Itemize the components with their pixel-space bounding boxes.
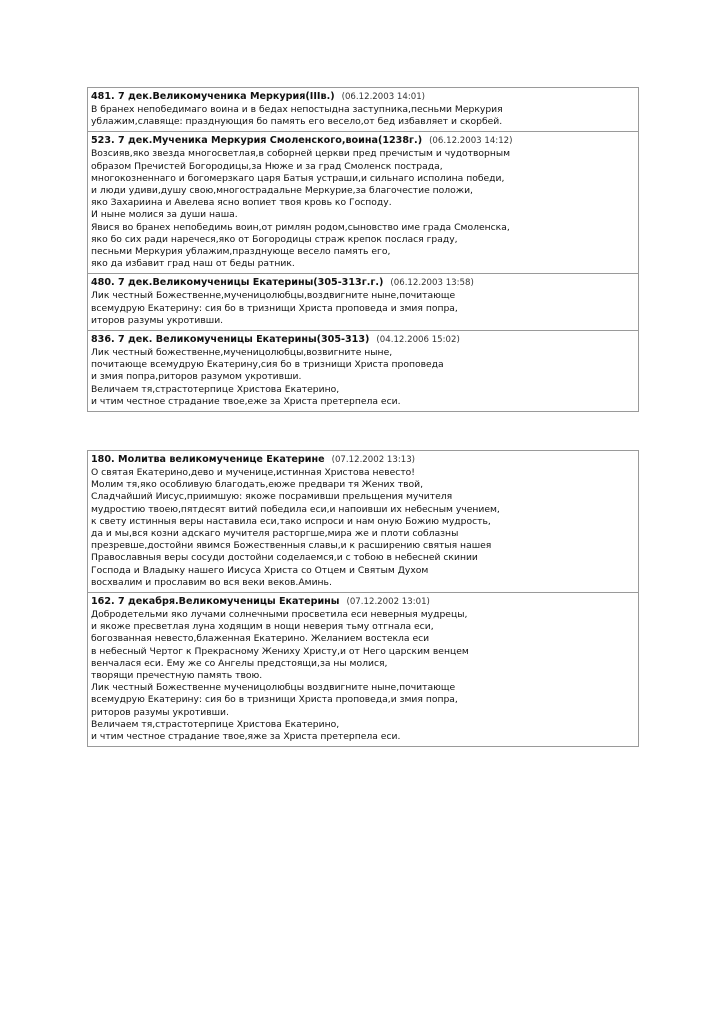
entry-523 <box>88 132 638 274</box>
entry-text-line: ублажим,славяще: празднующия бо память его весело,от бед избавляет и скорбей. <box>91 116 503 128</box>
entry-480 <box>88 274 638 331</box>
entry-text-line: Молим тя,яко особливую благодать,еюже предвари тя Жених твой, <box>91 479 424 491</box>
entry-text-line: мудростию твоею,пятдесят витий победила еси,и напоивши их небесным учением, <box>91 503 500 515</box>
entry-title: . 7 дек. Великомученицы Екатерины(305-313) <box>111 334 370 346</box>
entry-text-line: Православныя веры сосуди достойни соделаемся,и с тобою в небесней скинии <box>91 552 478 564</box>
entry-text-line: восхвалим и прославим во вся веки веков.Аминь. <box>91 576 332 588</box>
entry-title: . 7 дек.Великомученицы Екатерины(305-313г.г.) <box>111 277 384 289</box>
entry-text-line: риторов разумы укротивши. <box>91 706 229 718</box>
entry-text-line: и якоже пресветлая луна ходящим в нощи неверия тьму отгнала еси, <box>91 621 434 633</box>
entry-heading <box>91 333 634 347</box>
entry-number: 836 <box>91 334 112 346</box>
entry-text-line: И ныне молися за души наша. <box>91 209 238 221</box>
entry-481 <box>88 88 638 132</box>
entry-text-line: и змия попра,риторов разумом укротивши. <box>91 371 302 383</box>
entry-text-line: яко да избавит град наш от беды ратник. <box>91 258 295 270</box>
entry-836 <box>88 331 638 411</box>
entry-text-line: в небесный Чертог к Прекрасному Жениху Христу,и от Него царским венцем <box>91 645 469 657</box>
entry-number: 480 <box>91 277 112 289</box>
entry-text-line: Сладчайший Иисус,приимшую: якоже посрамивши прельщения мучителя <box>91 491 453 503</box>
entry-text-line: Величаем тя,страстотерпице Христова Екатерино, <box>91 383 340 395</box>
entry-text-line: всемудрую Екатерину: сия бо в тризнищи Христа проповеда,и змия попра, <box>91 694 458 706</box>
entry-text-line: иторов разумы укротивши. <box>91 314 224 326</box>
entry-text-line: всемудрую Екатерину: сия бо в тризнищи Христа проповеда и змия попра, <box>91 302 458 314</box>
entry-heading <box>91 595 634 609</box>
entry-title: . 7 дек.Великомученика Меркурия(IIIв.) <box>111 91 335 102</box>
entry-heading <box>91 134 634 148</box>
entry-text-line: яко бо сих ради наречеся,яко от Богородицы страж крепок послася граду, <box>91 233 458 245</box>
entry-text-line: песньми Меркурия ублажим,празднующе весело память его, <box>91 246 391 258</box>
entry-date: (06.12.2003 14:01) <box>341 92 426 102</box>
entry-text-line: венчалася еси. Ему же со Ангелы предстоящи,за ны молися, <box>91 657 388 669</box>
entry-date: (06.12.2003 13:58) <box>390 278 474 289</box>
entry-date: (07.12.2002 13:13) <box>331 455 416 465</box>
entry-title: . 7 декабря.Великомученицы Екатерины <box>111 596 340 608</box>
entry-text-line: почитающе всемудрую Екатерину,сия бо в тризнищи Христа проповеда <box>91 359 444 371</box>
entry-text-line: творящи пречестную память твою. <box>91 670 263 682</box>
entries-table-2 <box>87 450 639 747</box>
entry-date: (06.12.2003 14:12) <box>429 136 513 147</box>
entry-text-line: Лик честный божественне,мученицолюбцы,возвигните ныне, <box>91 347 393 359</box>
entry-number: 162 <box>91 596 112 608</box>
entry-text-line: многокозненнаго и богомерзкаго царя Батыя устраши,и сильнаго исполина победи, <box>91 172 505 184</box>
entry-text-line: Лик честный Божественне мученицолюбцы воздвигните ныне,почитающе <box>91 682 456 694</box>
entry-number: 481 <box>91 91 112 102</box>
entry-number: 180 <box>91 454 112 465</box>
entry-text-line: Добродетельми яко лучами солнечными просветила еси неверныя мудрецы, <box>91 609 468 621</box>
entry-text-line: Лик честный Божественне,мученицолюбцы,воздвигните ныне,почитающе <box>91 290 456 302</box>
entry-title: . 7 дек.Мученика Меркурия Смоленского,воина(1238г.) <box>111 135 423 147</box>
entry-text-line: Явися во бранех непобедимь воин,от римлян родом,сыновство име града Смоленска, <box>91 221 510 233</box>
entry-text-line: да и мы,вся козни адскаго мучителя расторгше,мира же и плоти соблазны <box>91 528 459 540</box>
entry-title: . Молитва великомученице Екатерине <box>111 454 325 465</box>
entry-text-line: В бранех непобедимаго воина и в бедах непостыдна заступника,песньми Меркурия <box>91 104 503 115</box>
entry-text-line: О святая Екатерино,дево и мученице,истинная Христова невесто! <box>91 467 415 478</box>
entry-162 <box>88 593 638 746</box>
entry-text-line: образом Пречистей Богородицы,за Нюже и за град Смоленск пострада, <box>91 160 443 172</box>
entry-text-line: и люди удиви,душу свою,многострадальне Меркурие,за благочестие положи, <box>91 185 473 197</box>
entry-heading <box>91 90 634 104</box>
entry-date: (07.12.2002 13:01) <box>346 597 430 608</box>
entry-text-line: и чтим честное страдание твое,еже за Христа претерпела еси. <box>91 395 401 407</box>
entry-text-line: яко Захариина и Авелева ясно вопиет твоя кровь ко Господу. <box>91 197 392 209</box>
entry-text-line: Величаем тя,страстотерпице Христова Екатерино, <box>91 718 340 730</box>
entry-date: (04.12.2006 15:02) <box>376 335 460 346</box>
entry-number: 523 <box>91 135 112 147</box>
entry-text-line: богозванная невесто,блаженная Екатерино. Желанием востекла еси <box>91 633 430 645</box>
entry-text-line: Возсияв,яко звезда многосветлая,в соборней церкви пред пречистым и чудотворным <box>91 148 511 160</box>
entry-180 <box>88 451 638 593</box>
entry-text-line: Господа и Владыку нашего Иисуса Христа со Отцем и Святым Духом <box>91 564 429 576</box>
entry-heading <box>91 453 634 467</box>
entry-text-line: к свету истинныя веры наставила еси,тако испроси и нам оную Божию мудрость, <box>91 515 491 527</box>
entry-text-line: презревше,достойни явимся Божественныя славы,и к расширению святыя нашея <box>91 540 492 552</box>
entry-text-line: и чтим честное страдание твое,яже за Христа претерпела еси. <box>91 731 401 743</box>
entries-table-1 <box>87 87 639 412</box>
entry-heading <box>91 276 634 290</box>
